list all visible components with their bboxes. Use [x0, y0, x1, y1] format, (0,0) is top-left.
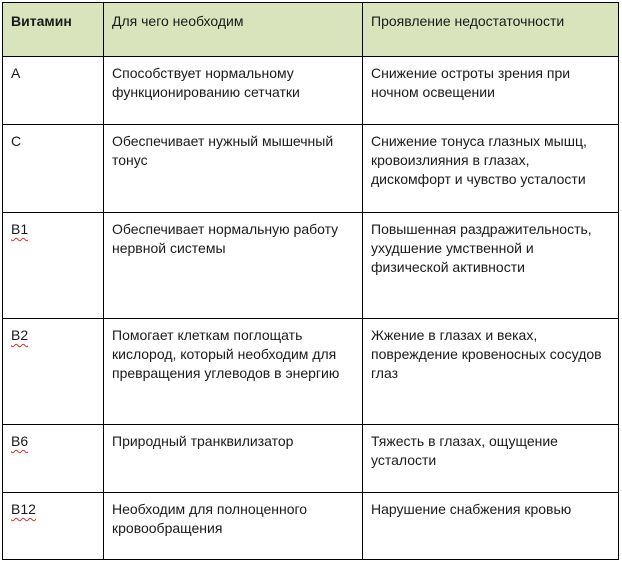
vitamins-table: [2, 2, 619, 560]
table-row: [3, 319, 619, 425]
purpose-cell: Способствует нормальному функционированию сетчатки: [104, 57, 363, 125]
header-row: [3, 3, 619, 57]
deficiency-cell: Снижение остроты зрения при ночном освещении: [363, 57, 619, 125]
vitamin-name: С: [11, 133, 22, 149]
table-row: [3, 125, 619, 213]
vitamin-cell: [3, 425, 104, 493]
vitamin-name: А: [11, 65, 21, 81]
vitamin-name: В1: [11, 221, 29, 237]
table-row: [3, 213, 619, 319]
table-row: [3, 57, 619, 125]
deficiency-cell: Жжение в глазах и веках, повреждение кровеносных сосудов глаз: [363, 319, 619, 425]
header-deficiency: Проявление недостаточности: [363, 3, 619, 57]
deficiency-cell: Тяжесть в глазах, ощущение усталости: [363, 425, 619, 493]
purpose-cell: Обеспечивает нормальную работу нервной системы: [104, 213, 363, 319]
deficiency-cell: Снижение тонуса глазных мышц, кровоизлияния в глазах, дискомфорт и чувство усталости: [363, 125, 619, 213]
header-vitamin: Витамин: [3, 3, 104, 57]
table-row: [3, 493, 619, 560]
purpose-cell: Необходим для полноценного кровообращения: [104, 493, 363, 560]
purpose-cell: Помогает клеткам поглощать кислород, который необходим для превращения углеводов в энергию: [104, 319, 363, 425]
vitamin-cell: [3, 213, 104, 319]
vitamin-cell: [3, 493, 104, 560]
vitamin-name: В2: [11, 327, 29, 343]
header-purpose: Для чего необходим: [104, 3, 363, 57]
vitamin-cell: [3, 125, 104, 213]
vitamin-cell: [3, 319, 104, 425]
vitamin-name: В12: [11, 501, 36, 517]
vitamin-cell: [3, 57, 104, 125]
vitamin-name: В6: [11, 433, 29, 449]
table-row: [3, 425, 619, 493]
purpose-cell: Природный транквилизатор: [104, 425, 363, 493]
deficiency-cell: Нарушение снабжения кровью: [363, 493, 619, 560]
deficiency-cell: Повышенная раздражительность, ухудшение умственной и физической активности: [363, 213, 619, 319]
purpose-cell: Обеспечивает нужный мышечный тонус: [104, 125, 363, 213]
